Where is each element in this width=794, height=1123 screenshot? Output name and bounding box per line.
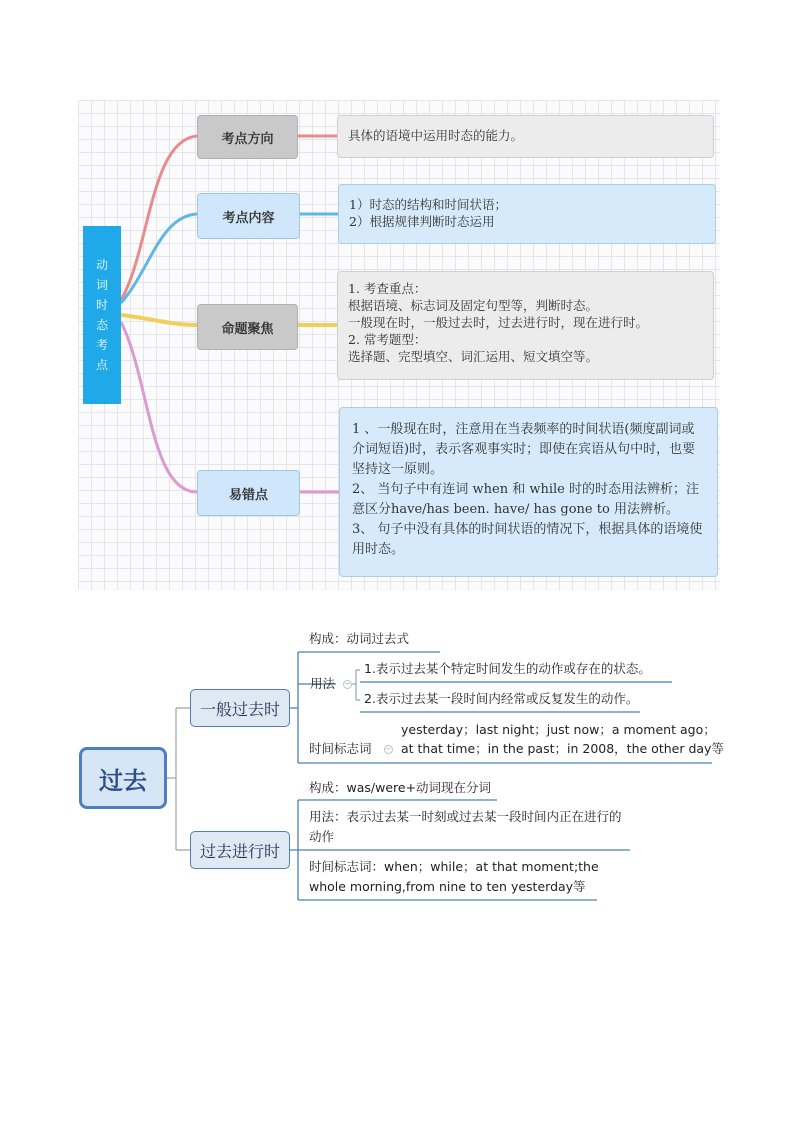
branch-past-progressive: 过去进行时 (190, 831, 290, 869)
simple-past-usage-item-1: 1.表示过去某个特定时间发生的动作或存在的状态。 (364, 661, 651, 676)
collapse-icon[interactable]: − (385, 745, 392, 753)
simple-past-usage-item-2: 2.表示过去某一段时间内经常或反复发生的动作。 (364, 691, 639, 706)
branch-simple-past: 一般过去时 (190, 689, 290, 727)
simple-past-form: 构成：动词过去式 (309, 631, 410, 646)
simple-past-time-label: 时间标志词 (309, 741, 372, 756)
root-node-tense-exam: 动词时态考点 (83, 226, 121, 404)
root-node-past: 过去 (79, 747, 167, 809)
simple-past-time-line-1: yesterday；last night；just now；a moment ago； (401, 722, 716, 737)
desc-exam-content: 1）时态的结构和时间状语； 2）根据规律判断时态运用 (338, 184, 716, 244)
simple-past-usage-label: 用法 (310, 676, 336, 691)
simple-past-time-line-2: at that time；in the past；in 2008，the other day等 (401, 741, 724, 756)
past-progressive-usage-line-2: 动作 (309, 829, 335, 844)
past-progressive-usage-line-1: 用法：表示过去某一时刻或过去某一段时间内正在进行的 (309, 809, 622, 824)
past-progressive-time-line-2: whole morning,from nine to ten yesterday等 (309, 879, 586, 894)
branch-exam-direction: 考点方向 (197, 115, 298, 159)
branch-question-focus: 命题聚焦 (197, 304, 298, 350)
past-progressive-time-line-1: 时间标志词：when；while；at that moment;the (309, 859, 599, 874)
branch-exam-content: 考点内容 (197, 193, 300, 239)
past-progressive-form: 构成：was/were+动词现在分词 (309, 780, 492, 795)
desc-error-points: 1 、一般现在时，注意用在当表频率的时间状语(频度副词或介词短语)时，表示客观事实时；即使在宾语从句中时，也要坚持这一原则。 2、 当句子中有连词 when 和 while 时的时态用法辨析；注意区分have/has been. have/ has gone to 用法辨析。 3、 句子中没有具体的时间状语的情况下，根据具体的语境使用时态。 (339, 407, 718, 577)
collapse-icon[interactable]: − (344, 680, 351, 688)
branch-error-points: 易错点 (197, 470, 300, 516)
connector-simple-usage (352, 670, 360, 700)
connector-root (167, 708, 190, 850)
desc-question-focus: 1. 考查重点： 根据语境、标志词及固定句型等，判断时态。 一般现在时，一般过去时，过去进行时，现在进行时。 2. 常考题型： 选择题、完型填空、词汇运用、短文填空等。 (337, 271, 714, 380)
desc-exam-direction: 具体的语境中运用时态的能力。 (337, 115, 714, 158)
